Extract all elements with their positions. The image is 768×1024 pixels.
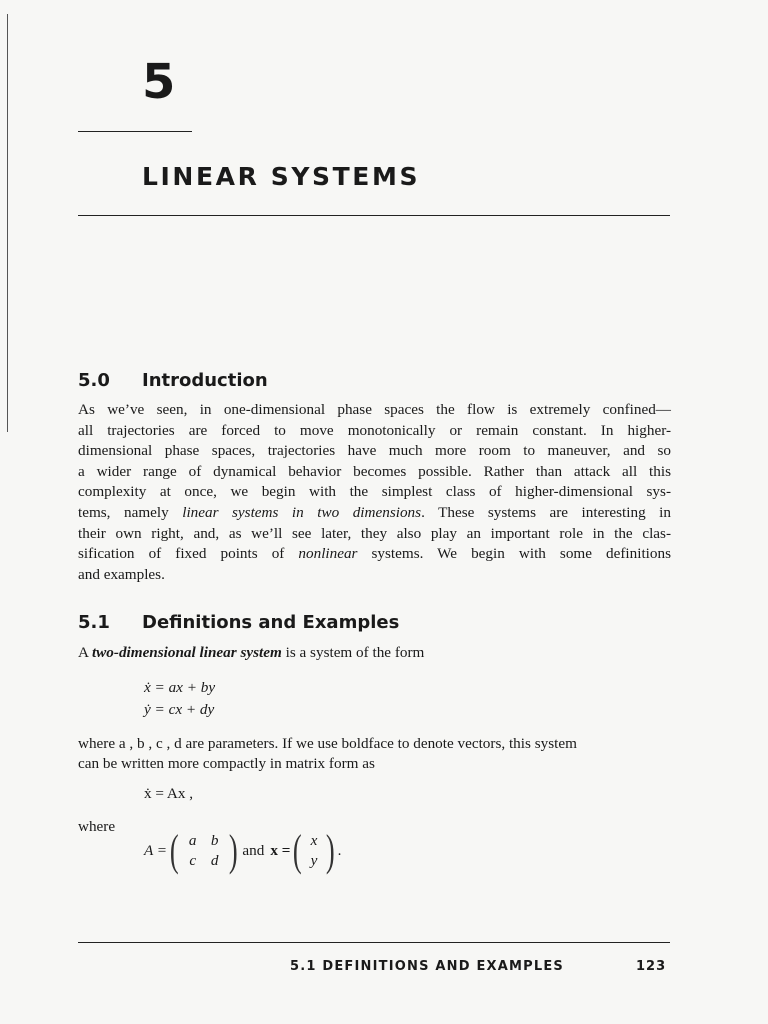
vector-entry: y (310, 852, 318, 869)
text-run: is a system of the form (281, 644, 425, 661)
text-run: . These systems are interesting in (421, 503, 671, 521)
right-paren: ) (228, 826, 238, 875)
and-label: and (242, 842, 265, 859)
section-title: Introduction (142, 370, 268, 391)
paragraph-line: all trajectories are forced to move monotonically or remain constant. In higher- (78, 421, 671, 439)
matrix-definitions (144, 828, 341, 874)
text-run: tems, namely (78, 503, 183, 521)
section-heading-introduction (78, 372, 268, 390)
text-run: systems. We begin with some definitions (357, 545, 672, 563)
paragraph-line: and examples. (78, 565, 165, 583)
paragraph-line: their own right, and, as we’ll see later, they also play an important role in the clas- (78, 524, 671, 542)
vector-x-label: x = (270, 842, 291, 859)
matrix-equation: ẋ = Ax , (144, 785, 194, 802)
chapter-number: 5 (142, 54, 176, 110)
paragraph-line (78, 544, 671, 565)
matrix-entry: c (189, 852, 197, 869)
emphasis-linear-systems: linear systems in two dimensions (182, 503, 422, 521)
paragraph-line: dimensional phase spaces, trajectories have much more room to maneuver, and so (78, 442, 671, 460)
equation-x-dot: ẋ = ax + by (144, 679, 216, 696)
left-paren: ( (293, 826, 303, 875)
matrix-entry: d (210, 852, 219, 869)
section-heading-definitions (78, 614, 399, 632)
left-paren: ( (169, 826, 179, 875)
paragraph-line: As we’ve seen, in one-dimensional phase spaces the flow is extremely confined— (78, 401, 671, 418)
where-label: where (78, 818, 116, 835)
chapter-number-rule (78, 131, 192, 132)
parameters-sentence-continued: can be written more compactly in matrix form as (78, 755, 375, 772)
paragraph-line (78, 503, 671, 524)
right-paren: ) (325, 826, 335, 875)
footer-rule (78, 942, 670, 943)
emphasis-nonlinear: nonlinear (298, 545, 358, 563)
paragraph-line: a wider range of dynamical behavior becomes possible. Rather than attack all this (78, 462, 671, 480)
trailing-period: . (337, 842, 342, 859)
section-number: 5.1 (78, 612, 110, 633)
definition-sentence (78, 643, 424, 663)
paragraph-line: complexity at once, we begin with the simplest class of higher-dimensional sys- (78, 483, 671, 501)
introduction-paragraph (78, 400, 671, 585)
running-head: 5.1 DEFINITIONS AND EXAMPLES (290, 959, 564, 974)
matrix-entry: b (210, 832, 219, 849)
section-title: Definitions and Examples (142, 612, 400, 633)
matrix-a-label: A = (144, 842, 168, 859)
chapter-title: LINEAR SYSTEMS (142, 162, 421, 191)
text-run: sification of fixed points of (78, 545, 299, 563)
page-number: 123 (636, 959, 667, 974)
defined-term: two-dimensional linear system (91, 644, 282, 661)
matrix-entry: a (188, 832, 197, 849)
parameters-sentence: where a , b , c , d are parameters. If we use boldface to denote vectors, this system (78, 735, 577, 752)
matrix-a (182, 832, 226, 870)
section-number: 5.0 (78, 370, 110, 391)
text-run: A (78, 644, 92, 661)
scan-edge-line (7, 14, 8, 432)
vector-entry: x (310, 832, 318, 849)
chapter-title-rule (78, 215, 670, 216)
vector-x (305, 832, 323, 870)
equation-y-dot: ẏ = cx + dy (144, 701, 215, 718)
